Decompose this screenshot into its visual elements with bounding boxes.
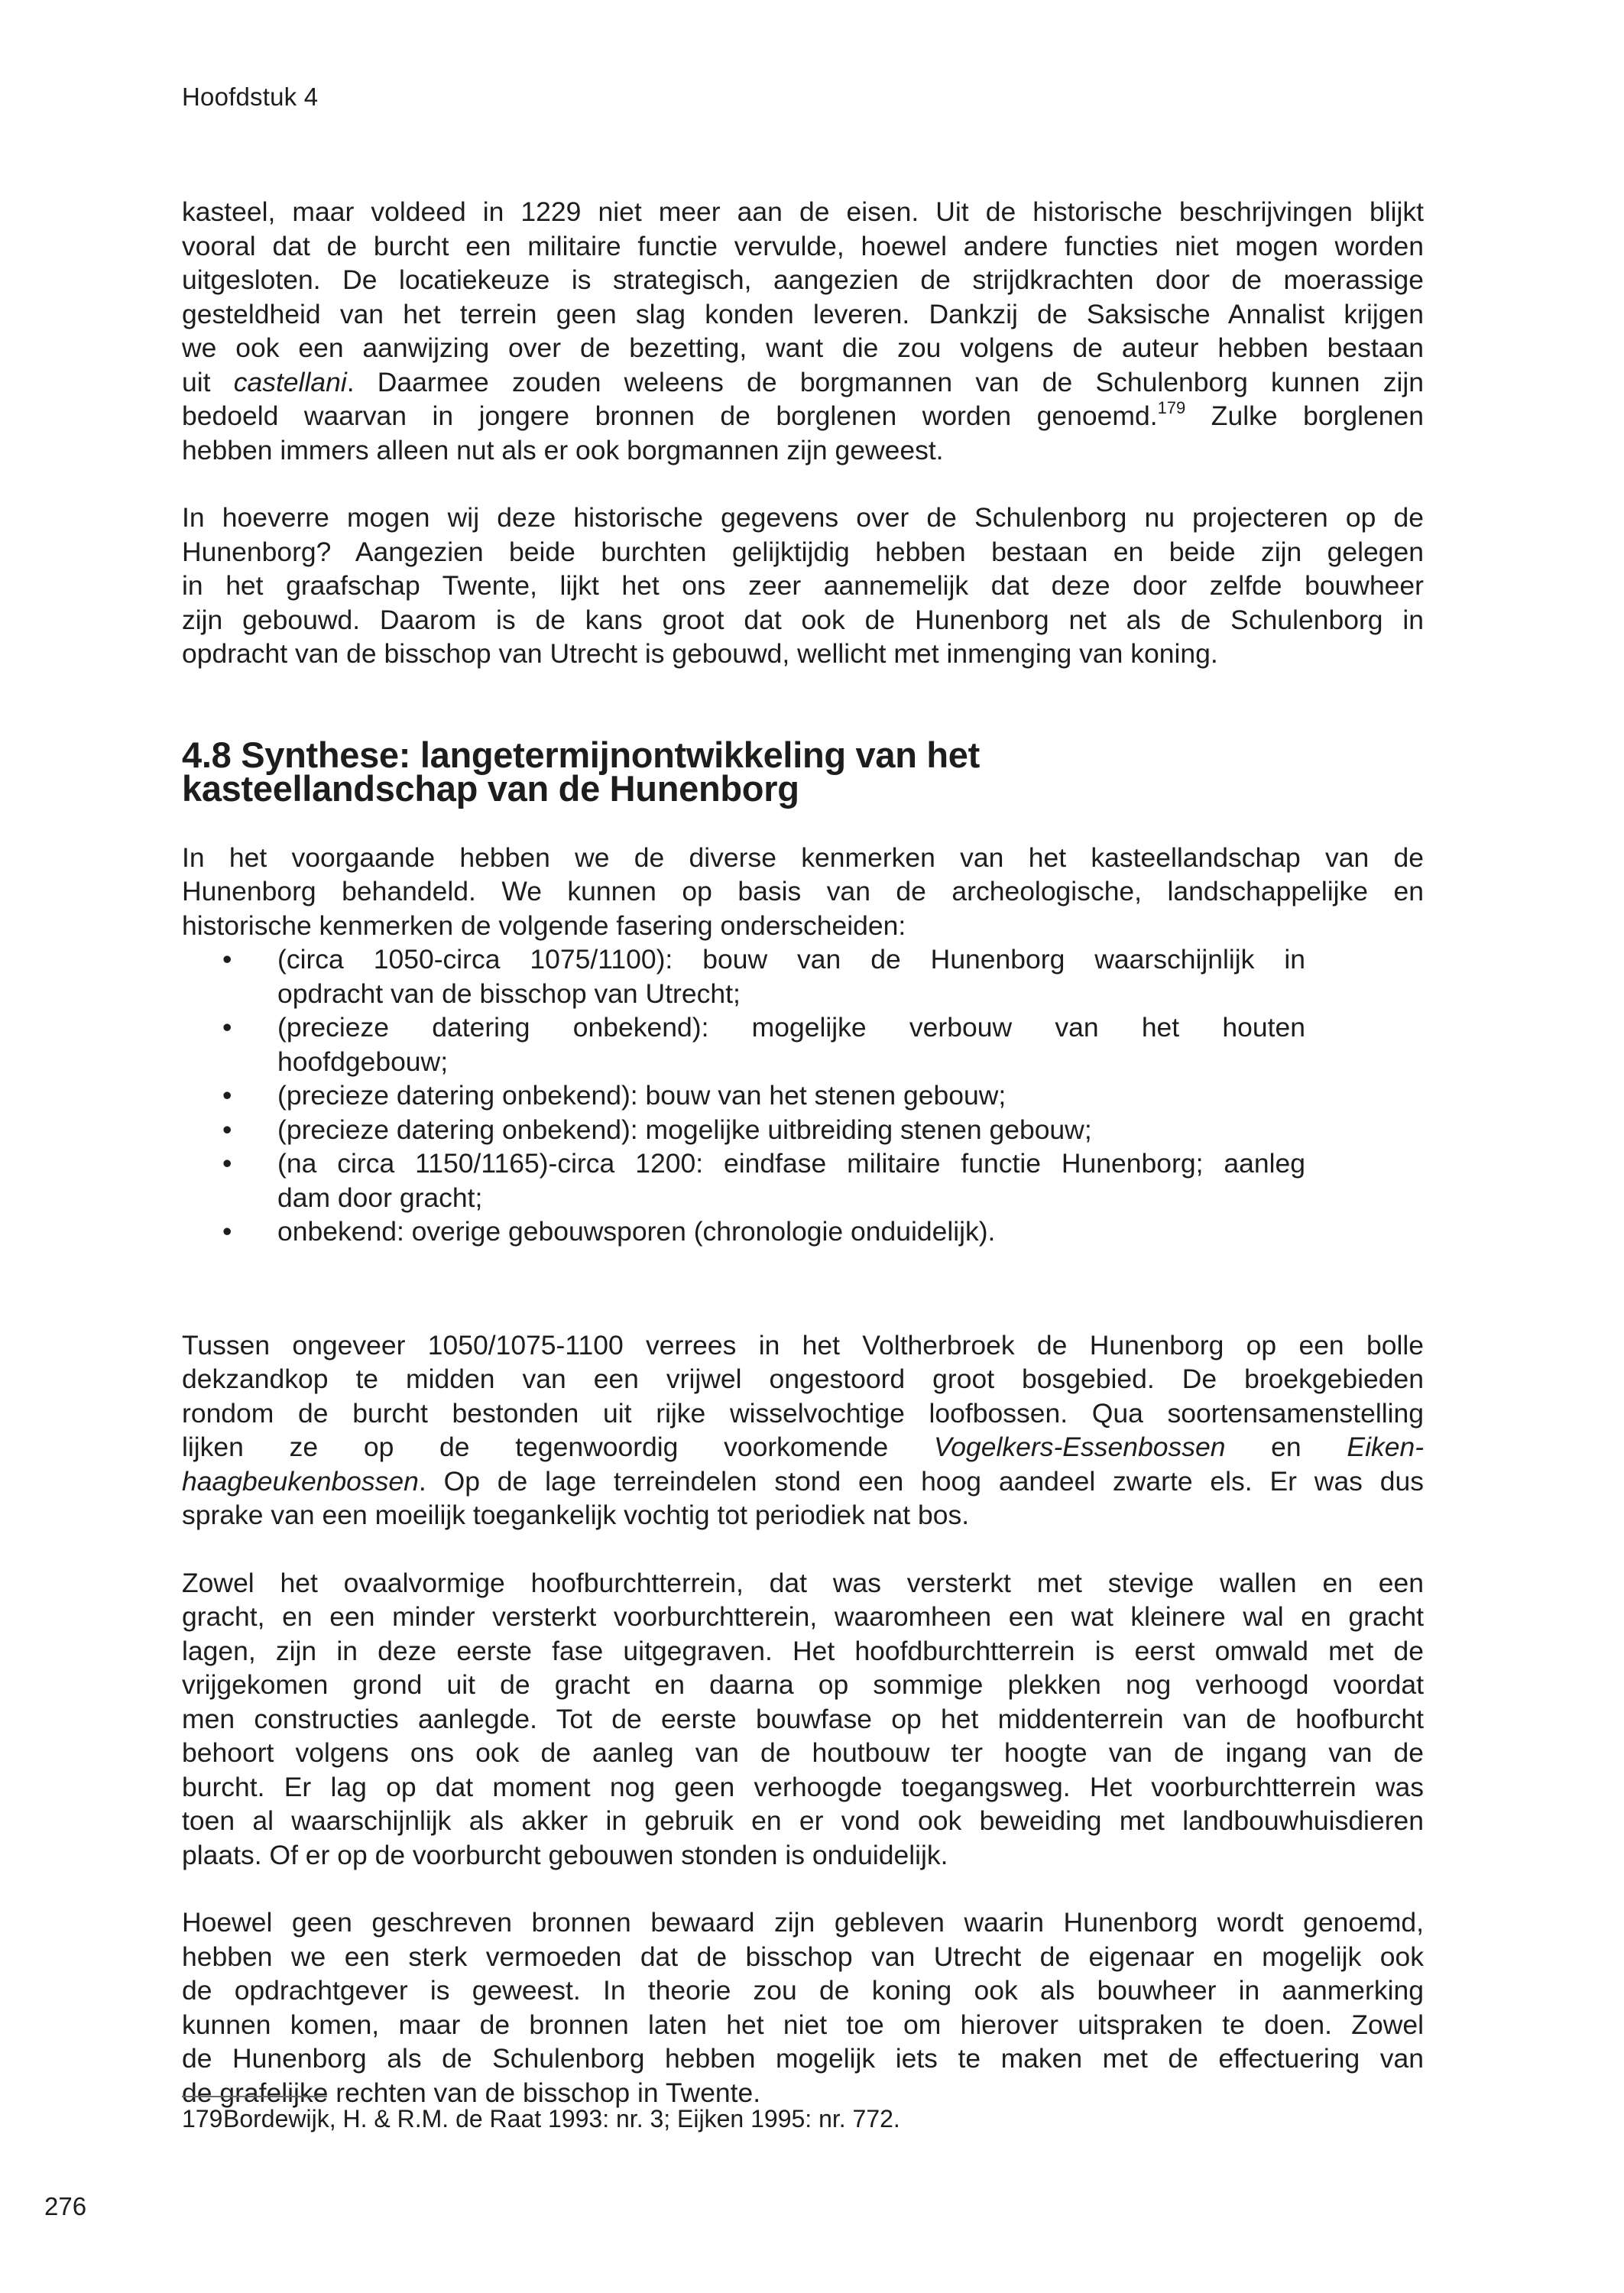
text-line: vrijgekomen grond uit de gracht en daarna op sommige plekken nog verhoogd voordat [182, 1669, 1424, 1700]
text-line: Tussen ongeveer 1050/1075-1100 verrees in het Voltherbroek de Hunenborg op een bolle [182, 1329, 1424, 1361]
text-line: Hoewel geen geschreven bronnen bewaard zijn gebleven waarin Hunenborg wordt genoemd, [182, 1907, 1424, 1938]
running-head: Hoofdstuk 4 [182, 83, 319, 111]
text-line: Zowel het ovaalvormige hoofburchtterrein, dat was versterkt met stevige wallen en een [182, 1567, 1424, 1598]
text-run: Zulke borglenen [1185, 401, 1424, 431]
bullet-icon: • [222, 944, 232, 975]
paragraph-landscape [182, 1328, 1424, 1532]
footnote [182, 2103, 900, 2134]
italic-term: Eiken- [1347, 1432, 1425, 1462]
text-line: plaats. Of er op de voorburcht gebouwen stonden is onduidelijk. [182, 1839, 948, 1870]
paragraph-projection [182, 501, 1424, 671]
text-line: de Hunenborg als de Schulenborg hebben mogelijk iets te maken met de effectuering van [182, 2043, 1424, 2074]
text-line: dekzandkop te midden van een vrijwel ongestoord groot bosgebied. De broekgebieden [182, 1364, 1424, 1394]
text-line: onbekend: overige gebouwsporen (chronologie onduidelijk). [277, 1216, 996, 1247]
text-line: opdracht van de bisschop van Utrecht is gebouwd, wellicht met inmenging van koning. [182, 638, 1218, 669]
text-line: hoofdgebouw; [277, 1046, 449, 1077]
paragraph-castellani [182, 195, 1424, 467]
bullet-icon: • [222, 1080, 232, 1111]
text-line: we ook een aanwijzing over de bezetting, want die zou volgens de auteur hebben bestaan [182, 332, 1424, 363]
list-item [222, 1215, 1305, 1249]
text-line: sprake van een moeilijk toegankelijk vochtig tot periodiek nat bos. [182, 1500, 970, 1530]
bullet-icon: • [222, 1148, 232, 1179]
text-column [182, 195, 1424, 2110]
list-item [222, 1146, 1305, 1215]
text-run: . Daarmee zouden weleens de borgmannen van de Schulenborg kunnen zijn [346, 366, 1424, 397]
text-line: gesteldheid van het terrein geen slag konden leveren. Dankzij de Saksische Annalist krijgen [182, 298, 1424, 329]
text-line: vooral dat de burcht een militaire functie vervulde, hoewel andere functies niet mogen worden [182, 230, 1424, 261]
text-line: opdracht van de bisschop van Utrecht; [277, 978, 741, 1009]
italic-term: haagbeukenbossen [182, 1465, 419, 1497]
paragraph-ownership [182, 1905, 1424, 2110]
text-line: hebben we een sterk vermoeden dat de bisschop van Utrecht de eigenaar en mogelijk ook [182, 1941, 1424, 1972]
text-run: . Op de lage terreindelen stond een hoog aandeel zwarte els. Er was dus [418, 1465, 1424, 1497]
text-line [182, 1430, 1424, 1464]
heading-line: kasteellandschap van de Hunenborg [182, 767, 799, 809]
bullet-icon: • [222, 1114, 232, 1145]
text-line: (precieze datering onbekend): bouw van het stenen gebouw; [277, 1080, 1006, 1111]
text-line: toen al waarschijnlijk als akker in gebruik en er vond ook beweiding met landbouwhuisdieren [182, 1805, 1424, 1836]
text-line: behoort volgens ons ook de aanleg van de houtbouw ter hoogte van de ingang van de [182, 1737, 1424, 1768]
text-line [182, 365, 1424, 400]
text-line: Hunenborg behandeld. We kunnen op basis van de archeologische, landschappelijke en [182, 876, 1424, 906]
text-line: kunnen komen, maar de bronnen laten het niet toe om hierover uitspraken te doen. Zowel [182, 2009, 1424, 2040]
text-line: in het graafschap Twente, lijkt het ons zeer aannemelijk dat deze door zelfde bouwheer [182, 570, 1424, 601]
text-line: Hunenborg? Aangezien beide burchten gelijktijdig hebben bestaan en beide zijn gelegen [182, 536, 1424, 567]
footnote-divider [182, 2096, 327, 2097]
text-line: (circa 1050-circa 1075/1100): bouw van de Hunenborg waarschijnlijk in [277, 944, 1305, 975]
text-run: bedoeld waarvan in jongere bronnen de borglenen worden genoemd. [182, 401, 1158, 431]
footnote-number: 179 [182, 2105, 223, 2132]
text-line: de grafelijke rechten van de bisschop in Twente. [182, 2077, 761, 2108]
phase-list [182, 942, 1305, 1249]
text-line: zijn gebouwd. Daarom is de kans groot dat ook de Hunenborg net als de Schulenborg in [182, 604, 1424, 635]
footnote-text: Bordewijk, H. & R.M. de Raat 1993: nr. 3; Eijken 1995: nr. 772. [223, 2105, 900, 2132]
list-item [222, 1113, 1305, 1147]
text-line: In hoeverre mogen wij deze historische gegevens over de Schulenborg nu projecteren op de [182, 502, 1424, 533]
text-line: historische kenmerken de volgende fasering onderscheiden: [182, 910, 906, 941]
bullet-icon: • [222, 1216, 232, 1247]
text-line: (precieze datering onbekend): mogelijke verbouw van het houten [277, 1012, 1305, 1043]
text-run: en [1225, 1432, 1347, 1462]
italic-term: Vogelkers-Essenbossen [933, 1432, 1226, 1462]
bullet-icon: • [222, 1012, 232, 1043]
text-line: (na circa 1150/1165)-circa 1200: eindfase militaire functie Hunenborg; aanleg [277, 1148, 1305, 1179]
page-number: 276 [44, 2192, 87, 2220]
text-line: men constructies aanlegde. Tot de eerste bouwfase op het middenterrein van de hoofburcht [182, 1703, 1424, 1734]
text-line: dam door gracht; [277, 1182, 483, 1213]
text-line: de opdrachtgever is geweest. In theorie zou de koning ook als bouwheer in aanmerking [182, 1975, 1424, 2006]
text-run: uit [182, 366, 234, 397]
text-run: lijken ze op de tegenwoordig voorkomende [182, 1432, 934, 1462]
text-line: kasteel, maar voldeed in 1229 niet meer aan de eisen. Uit de historische beschrijvingen blijkt [182, 196, 1424, 227]
text-line: lagen, zijn in deze eerste fase uitgegraven. Het hoofdburchtterrein is eerst omwald met de [182, 1635, 1424, 1666]
italic-term: castellani [233, 366, 347, 397]
spacer [182, 1249, 1424, 1328]
text-line: In het voorgaande hebben we de diverse kenmerken van het kasteellandschap van de [182, 842, 1424, 873]
section-heading [182, 734, 1424, 809]
text-line: uitgesloten. De locatiekeuze is strategisch, aangezien de strijdkrachten door de moerassige [182, 264, 1424, 295]
list-item [222, 942, 1305, 1010]
footnote-reference[interactable]: 179 [1157, 398, 1186, 417]
text-line: (precieze datering onbekend): mogelijke uitbreiding stenen gebouw; [277, 1114, 1092, 1145]
paragraph-first-phase [182, 1566, 1424, 1873]
heading-line: 4.8 Synthese: langetermijnontwikkeling van het [182, 734, 980, 775]
text-line: hebben immers alleen nut als er ook borgmannen zijn geweest. [182, 434, 944, 465]
text-line: burcht. Er lag op dat moment nog geen verhoogde toegangsweg. Het voorburchtterrein was [182, 1771, 1424, 1802]
text-line [182, 399, 1424, 433]
text-line: gracht, en een minder versterkt voorburchtterein, waaromheen een wat kleinere wal en gracht [182, 1601, 1424, 1632]
text-line: rondom de burcht bestonden uit rijke wisselvochtige loofbossen. Qua soortensamenstelling [182, 1397, 1424, 1429]
paragraph-intro [182, 841, 1424, 943]
list-item [222, 1078, 1305, 1113]
text-line [182, 1464, 1424, 1499]
list-item [222, 1010, 1305, 1078]
